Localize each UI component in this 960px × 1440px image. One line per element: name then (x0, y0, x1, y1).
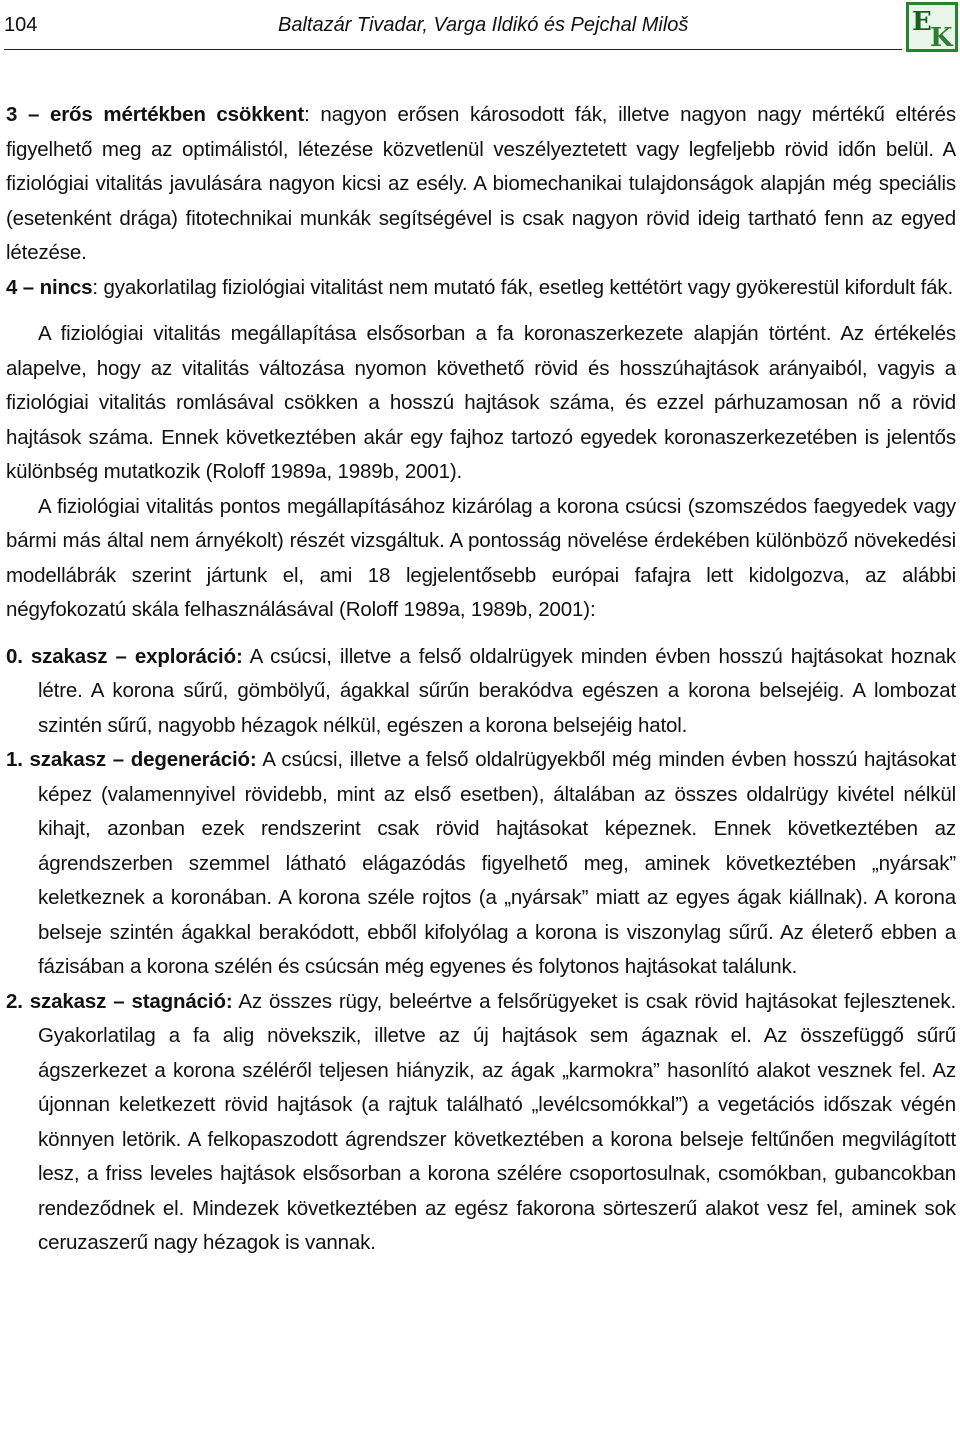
page-header (0, 0, 960, 52)
paragraph-2: A fiziológiai vitalitás pontos megállapításához kizárólag a korona csúcsi (szomszédos faegyedek vagy bármi más által nem árnyékolt) részét vizsgáltuk. A pontosság növelése érdekében különböző növekedési modellábrák szerint jártunk el, ami 18 legjelentősebb európai fafajra lett kidolgozva, az alábbi négyfokozatú skála felhasználásával (Roloff 1989a, 1989b, 2001): (6, 494, 956, 621)
item-4-text: : gyakorlatilag fiziológiai vitalitást nem mutató fák, esetleg kettétört vagy gyökerestül kifordult fák. (92, 275, 954, 299)
stage-0-text: A csúcsi, illetve a felső oldalrügyek minden évben hosszú hajtásokat hoznak létre. A korona sűrű, gömbölyű, ágakkal sűrűn berakódva egészen a korona belsejéig. A lombozat szintén sűrű, nagyobb hézagok nélkül, egészen a korona belsejéig hatol. (38, 644, 957, 737)
svg-text:E: E (912, 7, 932, 37)
svg-text:K: K (930, 23, 953, 52)
page-number: 104 (4, 14, 38, 36)
running-title: Baltazár Tivadar, Varga Ildikó és Pejchal Miloš (278, 14, 689, 36)
page-body (6, 98, 956, 1261)
item-4-term: 4 – nincs (6, 275, 93, 299)
stage-2-term: 2. szakasz – stagnáció: (6, 989, 233, 1013)
journal-logo-icon (906, 2, 958, 52)
stage-0-term: 0. szakasz – exploráció: (6, 644, 243, 668)
stage-2-text: Az összes rügy, beleértve a felsőrügyeket is csak rövid hajtásokat fejlesztenek. Gyakorlatilag a fa alig növekszik, illetve az új hajtások sem ágaznak el. Az összefüggő sűrű ágszerkezet a korona széléről teljesen hiányzik, az ágak „karmokra” hasonlító alakot vesznek fel. Az újonnan keletkezett rövid hajtások (a rajtuk található „levélcsomókkal”) a vegetációs időszak végén könnyen letörik. A felkopaszodott ágrendszer következtében a korona belseje feltűnően megvilágított lesz, a friss leveles hajtások elsősorban a korona szélére csoportosulnak, csomókban, gubancokban rendeződnek el. Mindezek következtében az egész fakorona sörteszerű alakot vesz fel, aminek sok ceruzaszerű nagy hézagok is vannak. (38, 989, 956, 1254)
item-3 (6, 98, 956, 271)
stage-2 (6, 985, 956, 1261)
stage-0 (6, 640, 956, 744)
paragraph-1: A fiziológiai vitalitás megállapítása elsősorban a fa koronaszerkezete alapján történt. Az értékelés alapelve, hogy az vitalitás változása nyomon követhető rövid és hosszúhajtások arányaiból, vagyis a fiziológiai vitalitás romlásával csökken a hosszú hajtások száma, és ezzel párhuzamosan nő a rövid hajtások száma. Ennek következtében akár egy fajhoz tartozó egyedek koronaszerkezetében is jelentős különbség mutatkozik (Roloff 1989a, 1989b, 2001). (6, 322, 956, 483)
header-rule (4, 49, 902, 50)
item-3-term: 3 – erős mértékben csökkent (6, 103, 305, 126)
item-3-text: : nagyon erősen károsodott fák, illetve nagyon nagy mértékű eltérés figyelhető meg az optimálistól, létezése közvetlenül veszélyeztetett vagy legfeljebb rövid időn belül. A fiziológiai vitalitás javulására nagyon kicsi az esély. A biomechanikai tulajdonságok alapján még speciális (esetenként drága) fitotechnikai munkák segítségével is csak nagyon rövid ideig tartható fenn az egyed létezése. (6, 103, 956, 264)
item-4 (6, 271, 956, 306)
stage-1-text: A csúcsi, illetve a felső oldalrügyekből még minden évben hosszú hajtásokat képez (valamennyivel rövidebb, mint az első esetben), általában az összes oldalrügy kivétel nélkül kihajt, azonban ezek rendszerint csak rövid hajtásokat képeznek. Ennek következtében az ágrendszerben szemmel látható elágazódás figyelhető meg, aminek következtében „nyársak” keletkeznek a koronában. A korona széle rojtos (a „nyársak” miatt az egyes ágak kiállnak). A korona belseje szintén ágakkal berakódott, ebből kifolyólag a korona is viszonylag sűrű. Az életerő ebben a fázisában a korona szélén és csúcsán még egyenes és folytonos hajtásokat találunk. (38, 748, 956, 978)
stage-1 (6, 743, 956, 985)
stage-1-term: 1. szakasz – degeneráció: (6, 748, 257, 771)
